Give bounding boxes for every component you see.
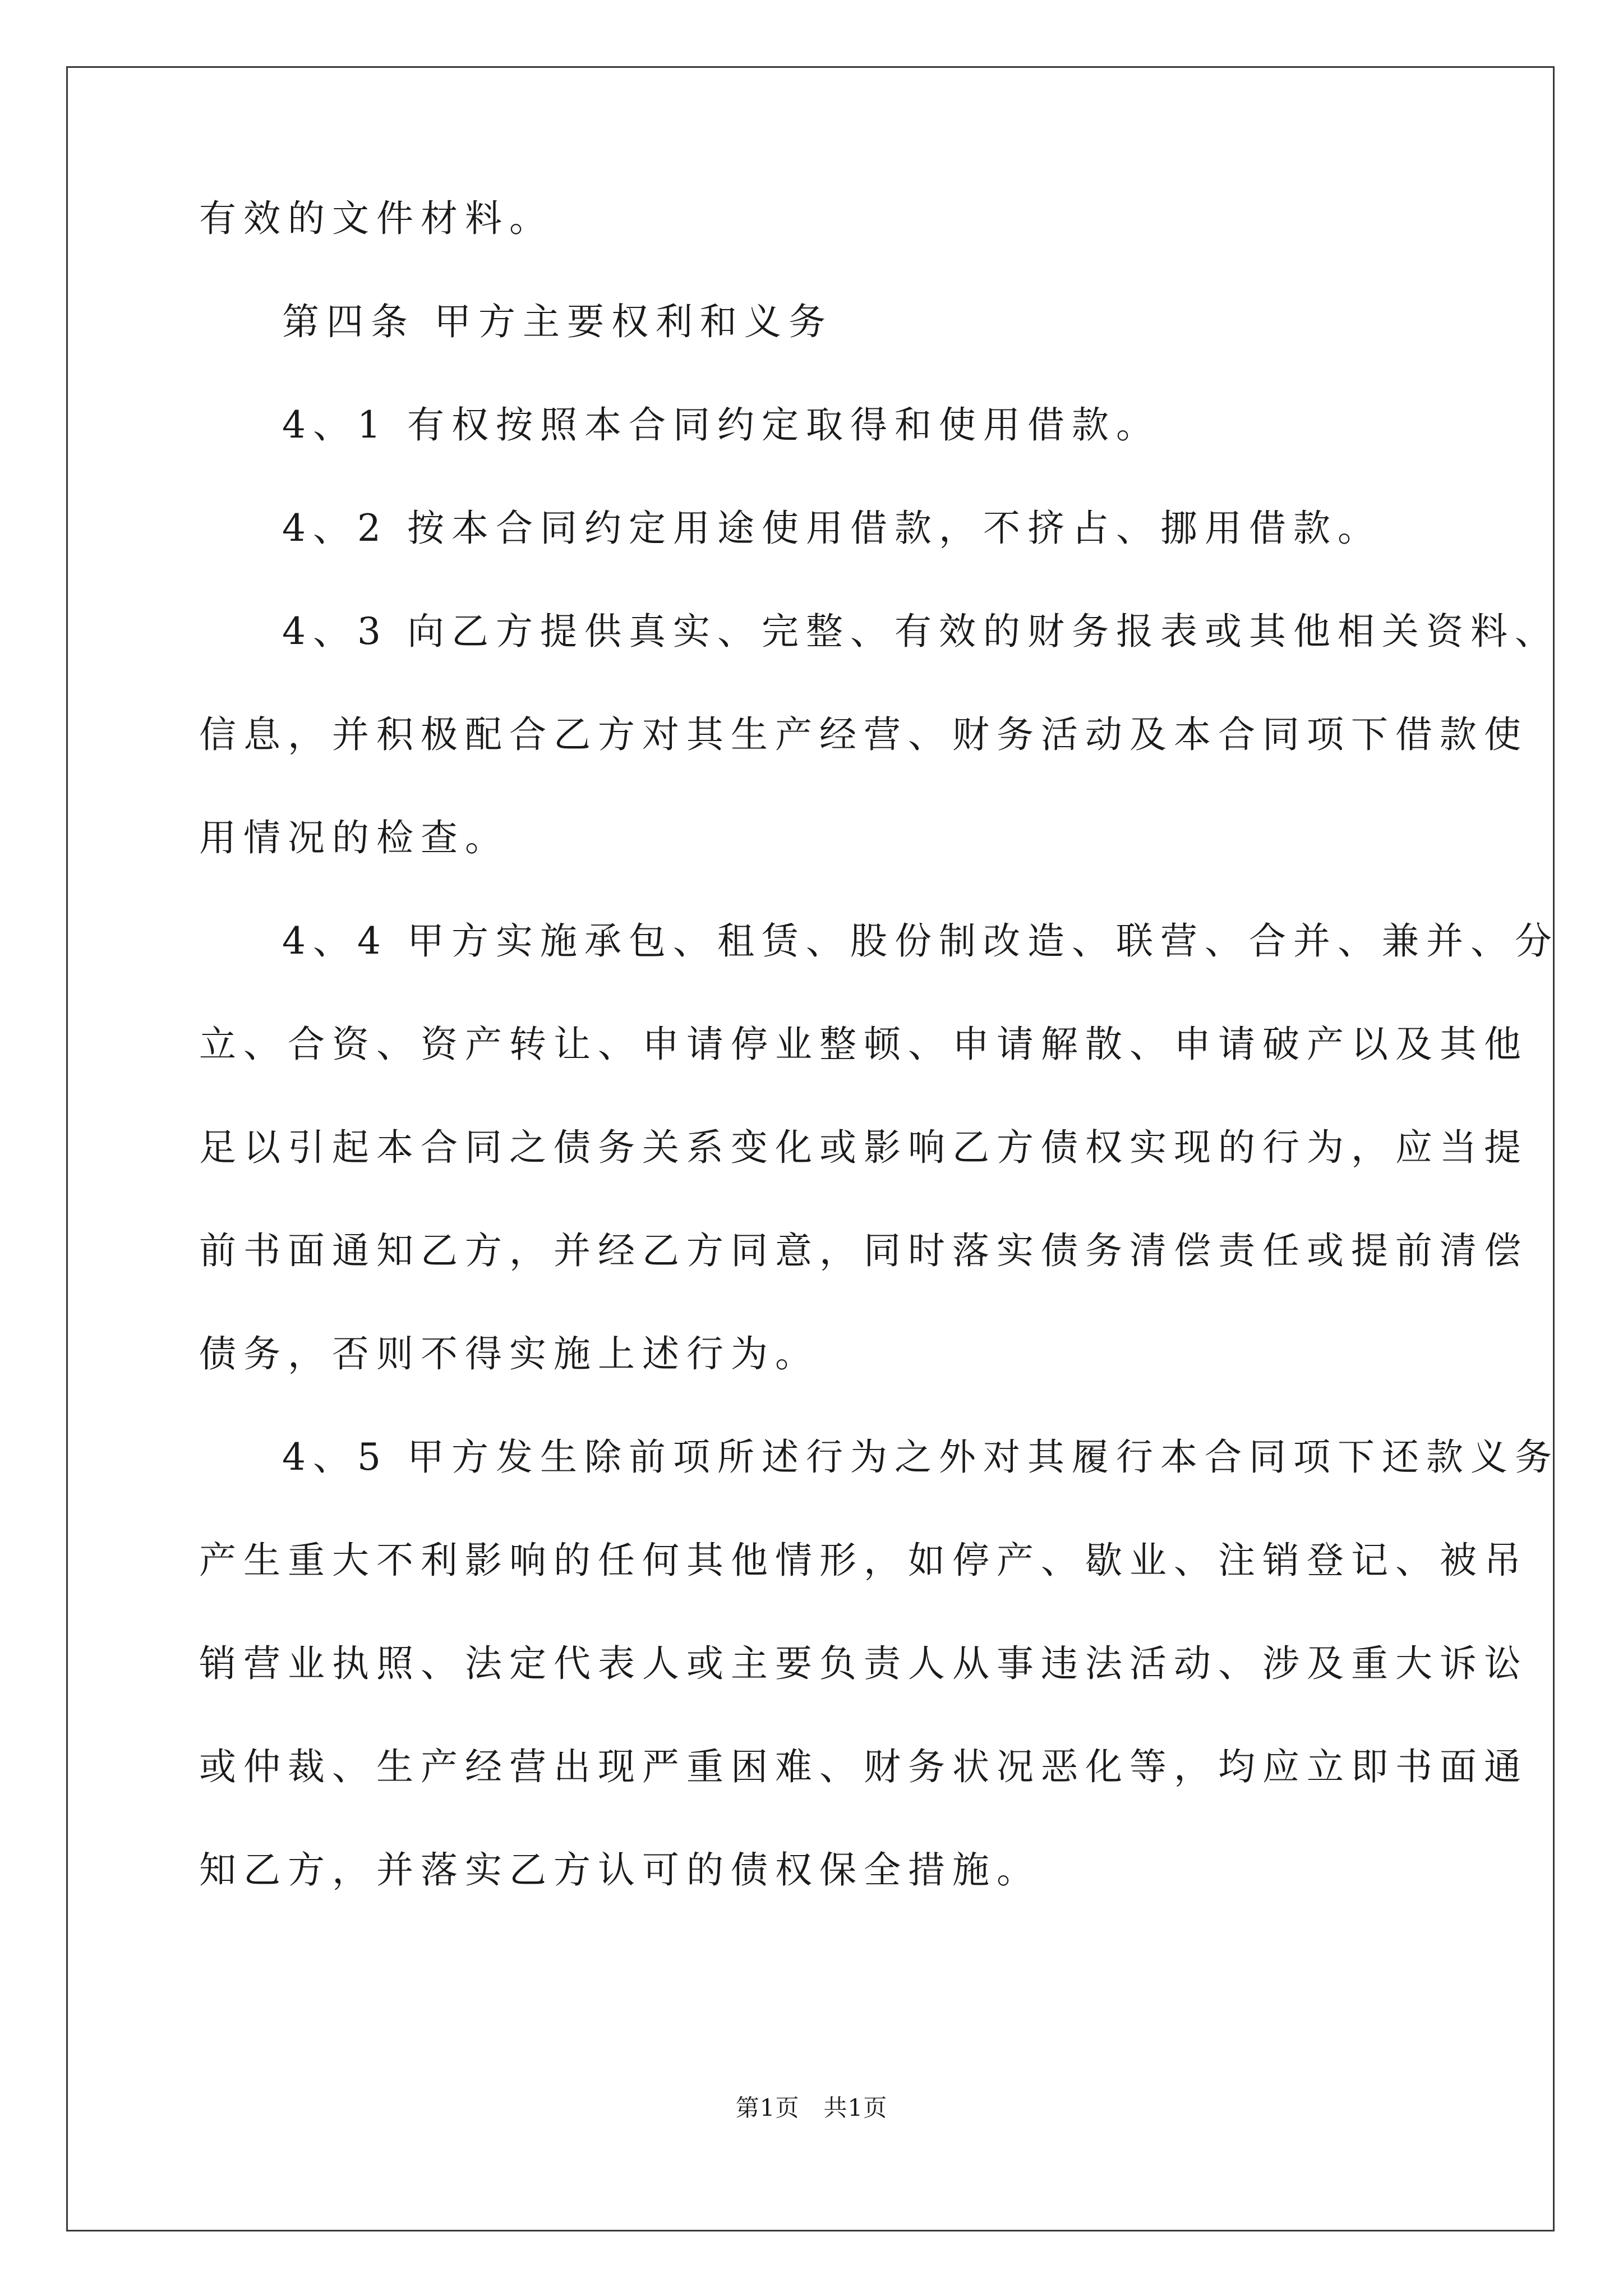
text-line: 足以引起本合同之债务关系变化或影响乙方债权实现的行为，应当提 xyxy=(199,1126,1528,1169)
clause-4-3: 4、3 向乙方提供真实、完整、有效的财务报表或其他相关资料、 xyxy=(282,610,1559,653)
section-heading: 第四条 甲方主要权利和义务 xyxy=(282,300,833,343)
text-line: 债务，否则不得实施上述行为。 xyxy=(199,1332,819,1375)
text-line: 立、合资、资产转让、申请停业整顿、申请解散、申请破产以及其他 xyxy=(199,1023,1528,1066)
text-line: 信息，并积极配合乙方对其生产经营、财务活动及本合同项下借款使 xyxy=(199,713,1528,756)
text-line: 或仲裁、生产经营出现严重困难、财务状况恶化等，均应立即书面通 xyxy=(199,1745,1528,1788)
text-line: 产生重大不利影响的任何其他情形，如停产、歇业、注销登记、被吊 xyxy=(199,1539,1528,1582)
clause-4-5: 4、5 甲方发生除前项所述行为之外对其履行本合同项下还款义务 xyxy=(282,1435,1559,1479)
text-line: 有效的文件材料。 xyxy=(199,197,554,240)
clause-4-2: 4、2 按本合同约定用途使用借款，不挤占、挪用借款。 xyxy=(282,507,1382,550)
clause-4-1: 4、1 有权按照本合同约定取得和使用借款。 xyxy=(282,403,1160,447)
page-number-footer: 第1页 共1页 xyxy=(735,2094,888,2122)
text-line: 用情况的检查。 xyxy=(199,816,509,859)
text-line: 前书面通知乙方，并经乙方同意，同时落实债务清偿责任或提前清偿 xyxy=(199,1229,1528,1272)
text-line: 销营业执照、法定代表人或主要负责人从事违法活动、涉及重大诉讼 xyxy=(199,1642,1528,1685)
clause-4-4: 4、4 甲方实施承包、租赁、股份制改造、联营、合并、兼并、分 xyxy=(282,919,1559,963)
text-line: 知乙方，并落实乙方认可的债权保全措施。 xyxy=(199,1848,1041,1892)
